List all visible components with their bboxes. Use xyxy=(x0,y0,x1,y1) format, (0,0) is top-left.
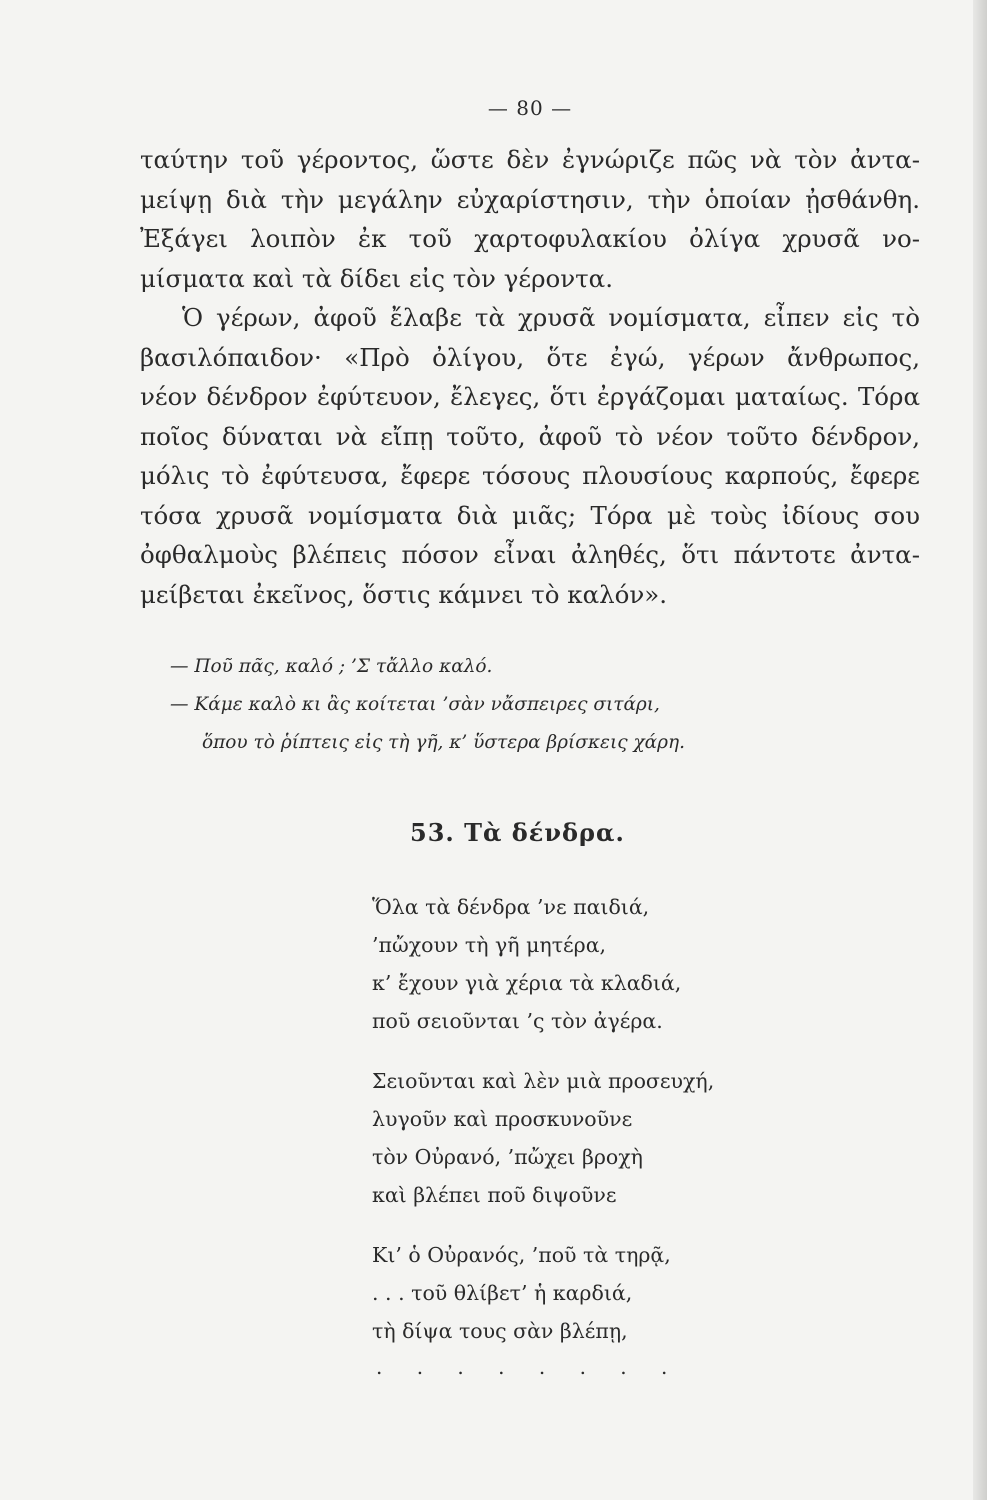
prose-line: μίσματα καὶ τὰ δίδει εἰς τὸν γέροντα. xyxy=(140,263,614,293)
prose-line: τόσα χρυσᾶ νομίσματα διὰ μιᾶς; Τόρα μὲ τοὺς ἰδίους σου xyxy=(140,500,920,530)
poem-verse: λυγοῦν καὶ προσκυνοῦνε xyxy=(372,1107,633,1131)
prose-line: νέον δένδρον ἐφύτευον, ἔλεγες, ὅτι ἐργάζομαι ματαίως. Τόρα xyxy=(140,382,920,411)
poem-verse: Κι’ ὁ Οὐρανός, ’ποῦ τὰ τηρᾷ, xyxy=(372,1243,671,1267)
poem-verse: Ὅλα τὰ δένδρα ’νε παιδιά, xyxy=(372,895,650,919)
page-number: — 80 — xyxy=(487,96,573,120)
dialogue-line: — Ποῦ πᾶς, καλό ; ’Σ τἄλλο καλό. xyxy=(170,656,493,677)
poem-stanza xyxy=(372,1236,832,1384)
poem-stanza xyxy=(372,1062,832,1214)
prose-line: βασιλόπαιδον· «Πρὸ ὀλίγου, ὅτε ἐγώ, γέρων ἄνθρωπος, xyxy=(140,342,920,372)
poem-verse: ποῦ σειοῦνται ’ς τὸν ἀγέρα. xyxy=(372,1009,663,1033)
prose-line: μείψῃ διὰ τὴν μεγάλην εὐχαρίστησιν, τὴν ὁποίαν ᾐσθάνθη. xyxy=(140,184,920,214)
poem-ellipsis: . . . . . . . . xyxy=(376,1355,682,1379)
section-heading: 53. Τὰ δένδρα. xyxy=(410,818,625,847)
poem-verse: ’πὤχουν τὴ γῆ μητέρα, xyxy=(372,933,607,957)
prose-line: μείβεται ἐκεῖνος, ὅστις κάμνει τὸ καλόν». xyxy=(140,579,668,609)
poem-stanza xyxy=(372,888,832,1040)
poem-verse: κ’ ἔχουν γιὰ χέρια τὰ κλαδιά, xyxy=(372,971,682,995)
prose-line: μόλις τὸ ἐφύτευσα, ἔφερε τόσους πλουσίους καρπούς, ἔφερε xyxy=(140,461,920,490)
poem-verse: τὸν Οὐρανό, ’πὤχει βροχὴ xyxy=(372,1145,643,1169)
proverb-dialogue xyxy=(170,648,890,762)
poem xyxy=(372,888,832,1406)
prose-paragraphs xyxy=(140,140,920,614)
prose-line: ποῖος δύναται νὰ εἴπῃ τοῦτο, ἀφοῦ τὸ νέον τοῦτο δένδρον, xyxy=(140,421,920,451)
poem-verse: . . . τοῦ θλίβετ’ ἡ καρδιά, xyxy=(372,1281,633,1305)
poem-verse: Σειοῦνται καὶ λὲν μιὰ προσευχή, xyxy=(372,1069,715,1093)
prose-line: ὀφθαλμοὺς βλέπεις πόσον εἶναι ἀληθές, ὅτι πάντοτε ἀντα- xyxy=(140,540,920,569)
page-edge-shadow xyxy=(973,0,987,1500)
prose-line: ταύτην τοῦ γέροντος, ὥστε δὲν ἐγνώριζε πῶς νὰ τὸν ἀντα- xyxy=(140,145,920,174)
poem-verse: καὶ βλέπει ποῦ διψοῦνε xyxy=(372,1183,617,1207)
prose-line: Ὁ γέρων, ἀφοῦ ἔλαβε τὰ χρυσᾶ νομίσματα, εἶπεν εἰς τὸ xyxy=(182,303,920,332)
dialogue-line: — Κάμε καλὸ κι ἂς κοίτεται ’σὰν νἄσπειρες σιτάρι, xyxy=(170,694,660,715)
dialogue-line: ὅπου τὸ ῥίπτεις εἰς τὴ γῆ, κ’ ὕστερα βρίσκεις χάρη. xyxy=(202,732,686,753)
prose-line: Ἐξάγει λοιπὸν ἐκ τοῦ χαρτοφυλακίου ὀλίγα χρυσᾶ νο- xyxy=(140,224,920,253)
poem-verse: τὴ δίψα τους σὰν βλέπῃ, xyxy=(372,1319,628,1343)
